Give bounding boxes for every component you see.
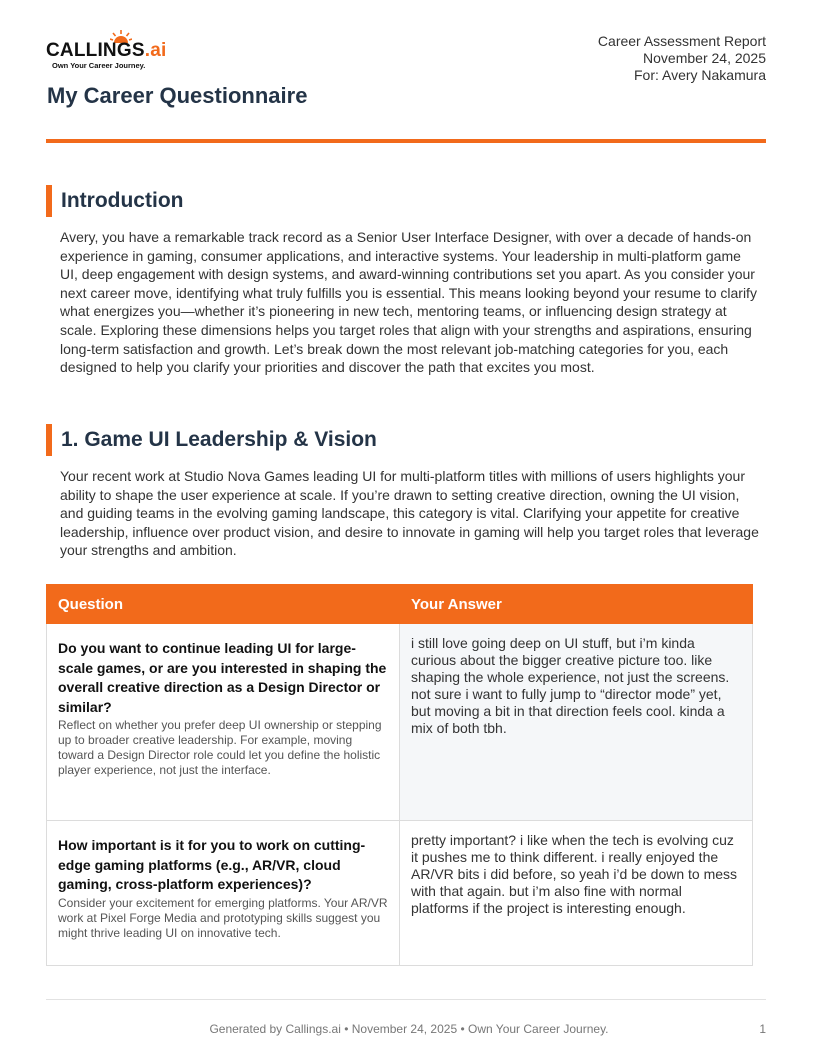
report-label: Career Assessment Report xyxy=(597,33,766,49)
intro-heading-block xyxy=(46,185,183,217)
question-hint: Reflect on whether you prefer deep UI ownership or stepping up to broader creative leadership. For example, moving toward a Design Director role could let you define the holistic player experience, not just the interface. xyxy=(58,718,382,777)
footer-divider xyxy=(46,999,766,1000)
table-row xyxy=(47,624,753,821)
report-meta xyxy=(598,33,766,84)
page-number: 1 xyxy=(759,1022,766,1036)
brand-logo xyxy=(46,30,166,72)
intro-heading: Introduction xyxy=(61,189,184,212)
question-cell xyxy=(47,624,400,821)
section1-heading: 1. Game UI Leadership & Vision xyxy=(61,428,377,451)
intro-paragraph: Avery, you have a remarkable track record as a Senior User Interface Designer, with over a decade of hands-on experience in gaming, consumer applications, and interactive systems. Your leadership in multi-platform game UI, deep engagement with design systems, and award-winning contributions set you apart. As you consider your next career move, identifying what truly fulfills you is essential. This means looking beyond your resume to clarify what energizes you—whether it’s pioneering in new tech, mentoring teams, or influencing design strategy at scale. Exploring these dimensions helps you target roles that align with your strengths and aspirations, ensuring long-term satisfaction and growth. Let’s break down the most relevant job-matching categories for you, each designed to help you clarify your priorities and discover the path that excites you most. xyxy=(60,229,757,376)
answer-text: pretty important? i like when the tech is evolving cuz it pushes me to think different. i really enjoyed the AR/VR bits i did before, so yeah i’d be down to mess with that again. but i’m also fine with normal platforms if the project is interesting enough. xyxy=(411,832,738,916)
question-text: How important is it for you to work on cutting-edge gaming platforms (e.g., AR/VR, cloud gaming, cross-platform experiences)? xyxy=(58,837,366,892)
section-accent-bar xyxy=(46,424,52,456)
question-hint: Consider your excitement for emerging platforms. Your AR/VR work at Pixel Forge Media and prototyping skills suggest you might thrive leading UI on innovative tech. xyxy=(58,895,388,940)
section1-paragraph: Your recent work at Studio Nova Games leading UI for multi-platform titles with millions of users highlights your ability to shape the user experience at scale. If you’re drawn to setting creative direction, owning the UI vision, and guiding teams in the evolving gaming landscape, this category is vital. Clarifying your appetite for creative leadership, influence over product vision, and desire to innovate in gaming will help you target roles that leverage your strengths and ambition. xyxy=(60,468,759,559)
footer-text: Generated by Callings.ai • November 24, 2025 • Own Your Career Journey. xyxy=(209,1022,609,1036)
report-date: November 24, 2025 xyxy=(643,50,766,66)
questionnaire-table xyxy=(46,584,753,966)
brand-tagline: Own Your Career Journey. xyxy=(52,61,146,70)
table-header-row xyxy=(47,585,753,624)
header-divider xyxy=(46,139,766,143)
answer-cell xyxy=(400,821,753,966)
brand-suffix: .ai xyxy=(144,40,167,61)
question-cell xyxy=(47,821,400,966)
brand-wordmark xyxy=(46,40,166,62)
table-row xyxy=(47,821,753,966)
question-column-header: Question xyxy=(47,585,400,624)
question-text: Do you want to continue leading UI for large-scale games, or are you interested in shaping the overall creative direction as a Design Director or similar? xyxy=(58,640,387,715)
answer-cell xyxy=(400,624,753,821)
section-accent-bar xyxy=(46,185,52,217)
answer-column-header: Your Answer xyxy=(400,585,753,624)
page-title: My Career Questionnaire xyxy=(47,83,308,108)
answer-text: i still love going deep on UI stuff, but i’m kinda curious about the bigger creative picture too. like shaping the whole experience, not just the screens. not sure i want to fully jump to “director mode” yet, but moving a bit in that direction feels cool. kinda a mix of both tbh. xyxy=(411,635,730,736)
report-recipient: For: Avery Nakamura xyxy=(633,67,766,83)
section1-heading-block xyxy=(46,424,377,456)
brand-name: CALLINGS xyxy=(46,40,145,61)
